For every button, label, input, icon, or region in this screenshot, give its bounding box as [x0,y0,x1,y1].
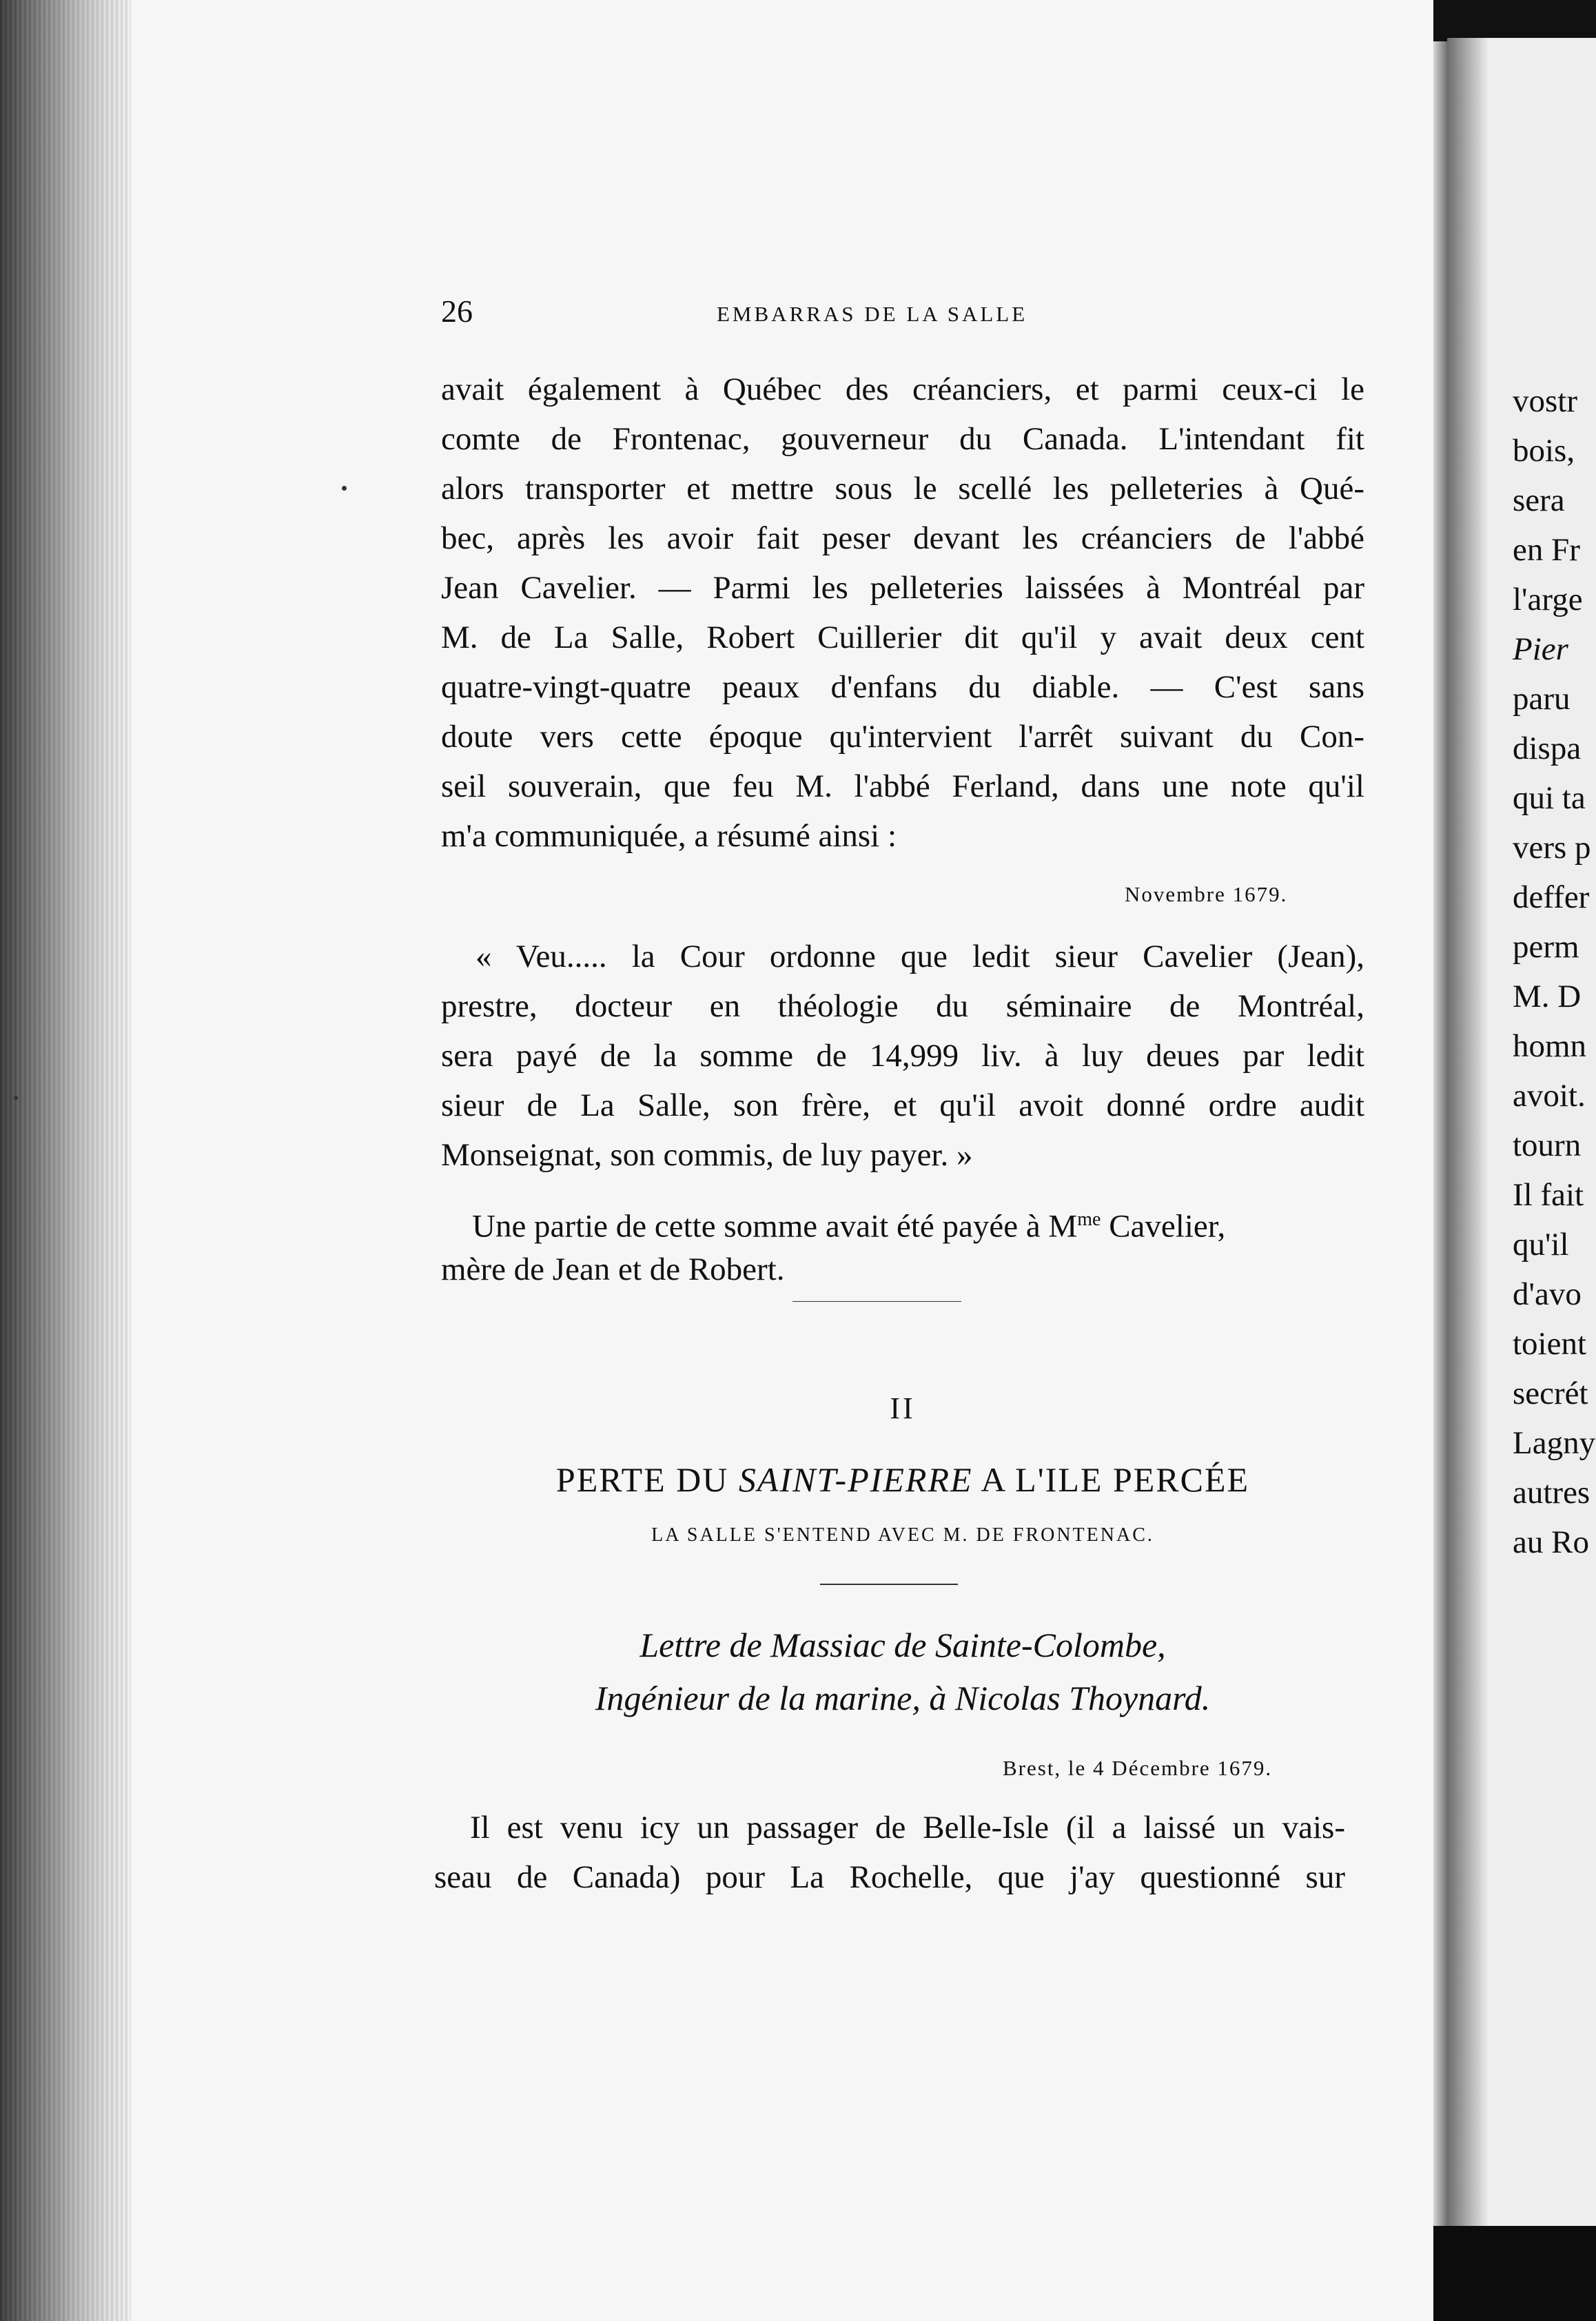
facing-page-text: tourn [1513,1127,1582,1163]
letter-line: Il est venu icy un passager de Belle-Isle (il a laissé un vais- [470,1810,1345,1845]
paragraph-line: doute vers cette époque qu'intervient l'arrêt suivant du Con- [441,719,1364,755]
section-title [441,1460,1364,1500]
paragraph2-line [472,1199,1364,1247]
quote-line: « Veu..... la Cour ordonne que ledit sieur Cavelier (Jean), [475,939,1364,974]
letter-heading: Ingénieur de la marine, à Nicolas Thoynard. [595,1679,1211,1717]
section-title-ship: SAINT-PIERRE [738,1460,973,1499]
letter-date: Brest, le 4 Décembre 1679. [1003,1756,1273,1780]
running-title: EMBARRAS DE LA SALLE [717,302,1028,326]
facing-page-text: au Ro [1513,1524,1589,1560]
paragraph-line: seil souverain, que feu M. l'abbé Ferland, dans une note qu'il [441,768,1364,804]
facing-page-text: bois, [1513,433,1575,469]
facing-page-text: deffer [1513,879,1590,915]
facing-page-text: autres [1513,1475,1590,1511]
facing-page-text: qu'il [1513,1227,1569,1262]
facing-page-text: qui ta [1513,780,1586,816]
facing-page-text: M. D [1513,979,1582,1014]
facing-page-text: avoit. [1513,1078,1586,1114]
quote-line: sera payé de la somme de 14,999 liv. à luy deues par ledit [441,1038,1364,1074]
facing-page-text: perm [1513,929,1579,965]
quote-line: sieur de La Salle, son frère, et qu'il avoit donné ordre audit [441,1087,1364,1123]
facing-page-text: d'avo [1513,1276,1582,1312]
facing-page-text: paru [1513,681,1571,717]
section-title-text: PERTE DU [555,1460,739,1499]
paragraph2-line: mère de Jean et de Robert. [441,1251,785,1287]
stray-mark [342,486,347,491]
facing-page-text: vers p [1513,830,1591,866]
letter-line: seau de Canada) pour La Rochelle, que j'ay questionné sur [434,1859,1345,1895]
stray-mark [14,1096,18,1100]
quote-line: Monseignat, son commis, de luy payer. » [441,1137,973,1173]
paragraph2-text: Une partie de cette somme avait été payée à M [472,1208,1078,1245]
facing-page-text: l'arge [1513,582,1583,617]
facing-page-text: vostr [1513,383,1577,419]
superscript-me: me [1077,1209,1101,1230]
paragraph-line: bec, après les avoir fait peser devant les créanciers de l'abbé [441,520,1364,556]
paragraph-line: M. de La Salle, Robert Cuillerier dit qu'il y avait deux cent [441,620,1364,655]
section-divider [792,1301,961,1302]
facing-page-text: homn [1513,1028,1587,1064]
paragraph2-text: Cavelier, [1101,1208,1226,1245]
quote-line: prestre, docteur en théologie du séminaire de Montréal, [441,988,1364,1024]
book-page-edges [0,0,131,2321]
facing-page-shadow [1447,38,1488,2229]
facing-page-text: Il fait [1513,1177,1584,1213]
facing-page-text: secrét [1513,1376,1588,1411]
facing-page-text: dispa [1513,730,1582,766]
letter-heading: Lettre de Massiac de Sainte-Colombe, [640,1626,1166,1664]
date-novembre: Novembre 1679. [1125,882,1288,906]
section-title-text: A L'ILE PERCÉE [972,1460,1250,1499]
section-subtitle: LA SALLE S'ENTEND AVEC M. DE FRONTENAC. [651,1524,1154,1546]
subtitle-divider [820,1584,958,1585]
paragraph-line: quatre-vingt-quatre peaux d'enfans du diable. — C'est sans [441,669,1364,705]
facing-page-text: en Fr [1513,532,1580,568]
section-number: II [890,1391,916,1425]
scan-border-bottom-right [1433,2226,1596,2321]
scan-border-top-right [1433,0,1596,41]
paragraph-line: avait également à Québec des créanciers, et parmi ceux-ci le [441,371,1364,407]
facing-page-text: Pier [1513,631,1568,667]
facing-page-text: Lagny [1513,1425,1596,1461]
facing-page-text: toient [1513,1326,1587,1362]
paragraph-line: alors transporter et mettre sous le scellé les pelleteries à Qué- [441,471,1364,507]
facing-page-text: sera [1513,482,1565,518]
paragraph-line: comte de Frontenac, gouverneur du Canada. L'intendant fit [441,421,1364,457]
paragraph-line: m'a communiquée, a résumé ainsi : [441,818,897,854]
paragraph-line: Jean Cavelier. — Parmi les pelleteries laissées à Montréal par [441,570,1364,606]
page-number: 26 [441,294,473,329]
